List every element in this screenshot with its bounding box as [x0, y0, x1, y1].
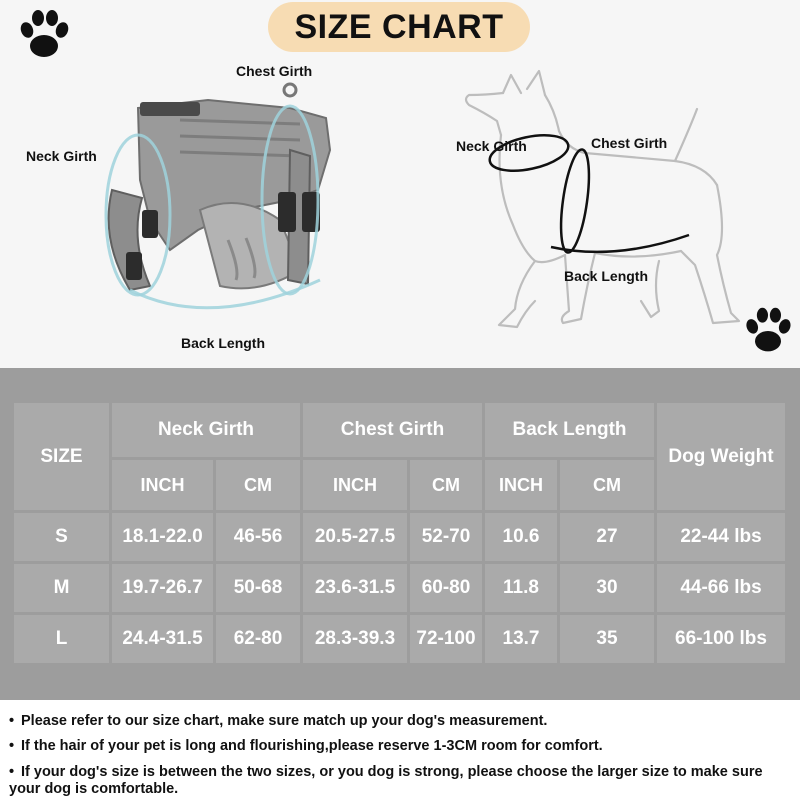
page-title: SIZE CHART: [268, 2, 530, 52]
table-row: [14, 615, 785, 663]
chest-inch-cell: 23.6-31.5: [303, 564, 407, 612]
bullet-dot: •: [9, 713, 15, 729]
neck-inch-cell: 19.7-26.7: [112, 564, 213, 612]
back-cm-cell: 27: [560, 513, 654, 561]
weight-cell: 44-66 lbs: [657, 564, 785, 612]
dog-back-length-label: Back Length: [564, 268, 649, 284]
chest-cm-cell: 72-100: [410, 615, 482, 663]
back-inch-cell: 10.6: [485, 513, 557, 561]
diagram-section: [0, 0, 800, 368]
note-item: [9, 738, 784, 755]
neck-girth-header: Neck Girth: [112, 403, 300, 457]
harness-back-length-label: Back Length: [181, 335, 266, 351]
size-cell: L: [14, 615, 109, 663]
unit-header: INCH: [112, 460, 213, 510]
size-table-section: [0, 368, 800, 700]
chest-girth-header: Chest Girth: [303, 403, 482, 457]
harness-neck-girth-label: Neck Girth: [26, 148, 97, 164]
neck-cm-cell: 50-68: [216, 564, 300, 612]
harness-image: [90, 80, 350, 340]
back-inch-cell: 11.8: [485, 564, 557, 612]
back-cm-cell: 35: [560, 615, 654, 663]
dog-weight-header: Dog Weight: [657, 403, 785, 510]
weight-cell: 66-100 lbs: [657, 615, 785, 663]
weight-cell: 22-44 lbs: [657, 513, 785, 561]
note-item: [9, 764, 784, 798]
unit-header: CM: [560, 460, 654, 510]
note-text: If your dog's size is between the two sizes, or you dog is strong, please choose the larger size to make sure your dog is comfortable.: [9, 764, 763, 797]
back-inch-cell: 13.7: [485, 615, 557, 663]
harness-chest-girth-label: Chest Girth: [236, 63, 313, 79]
dog-neck-girth-label: Neck Girth: [456, 138, 527, 154]
note-text: If the hair of your pet is long and flourishing,please reserve 1-3CM room for comfort.: [21, 738, 603, 754]
chest-inch-cell: 20.5-27.5: [303, 513, 407, 561]
size-cell: S: [14, 513, 109, 561]
table-row: [14, 564, 785, 612]
dog-outline-image: [455, 65, 755, 340]
unit-header: CM: [410, 460, 482, 510]
unit-header: CM: [216, 460, 300, 510]
table-row: [14, 513, 785, 561]
chest-cm-cell: 52-70: [410, 513, 482, 561]
note-item: [9, 713, 784, 730]
chest-inch-cell: 28.3-39.3: [303, 615, 407, 663]
note-text: Please refer to our size chart, make sure match up your dog's measurement.: [21, 713, 548, 729]
back-cm-cell: 30: [560, 564, 654, 612]
size-cell: M: [14, 564, 109, 612]
unit-header: INCH: [485, 460, 557, 510]
size-header: SIZE: [14, 403, 109, 510]
paw-print-icon: [742, 304, 794, 358]
dog-chest-girth-label: Chest Girth: [591, 135, 668, 151]
chest-cm-cell: 60-80: [410, 564, 482, 612]
bullet-dot: •: [9, 738, 15, 754]
notes-section: [0, 700, 800, 800]
neck-cm-cell: 62-80: [216, 615, 300, 663]
neck-inch-cell: 18.1-22.0: [112, 513, 213, 561]
size-chart-table: [11, 400, 788, 666]
bullet-dot: •: [9, 764, 15, 780]
back-length-header: Back Length: [485, 403, 654, 457]
unit-header: INCH: [303, 460, 407, 510]
neck-inch-cell: 24.4-31.5: [112, 615, 213, 663]
neck-cm-cell: 46-56: [216, 513, 300, 561]
paw-print-icon: [16, 8, 72, 62]
